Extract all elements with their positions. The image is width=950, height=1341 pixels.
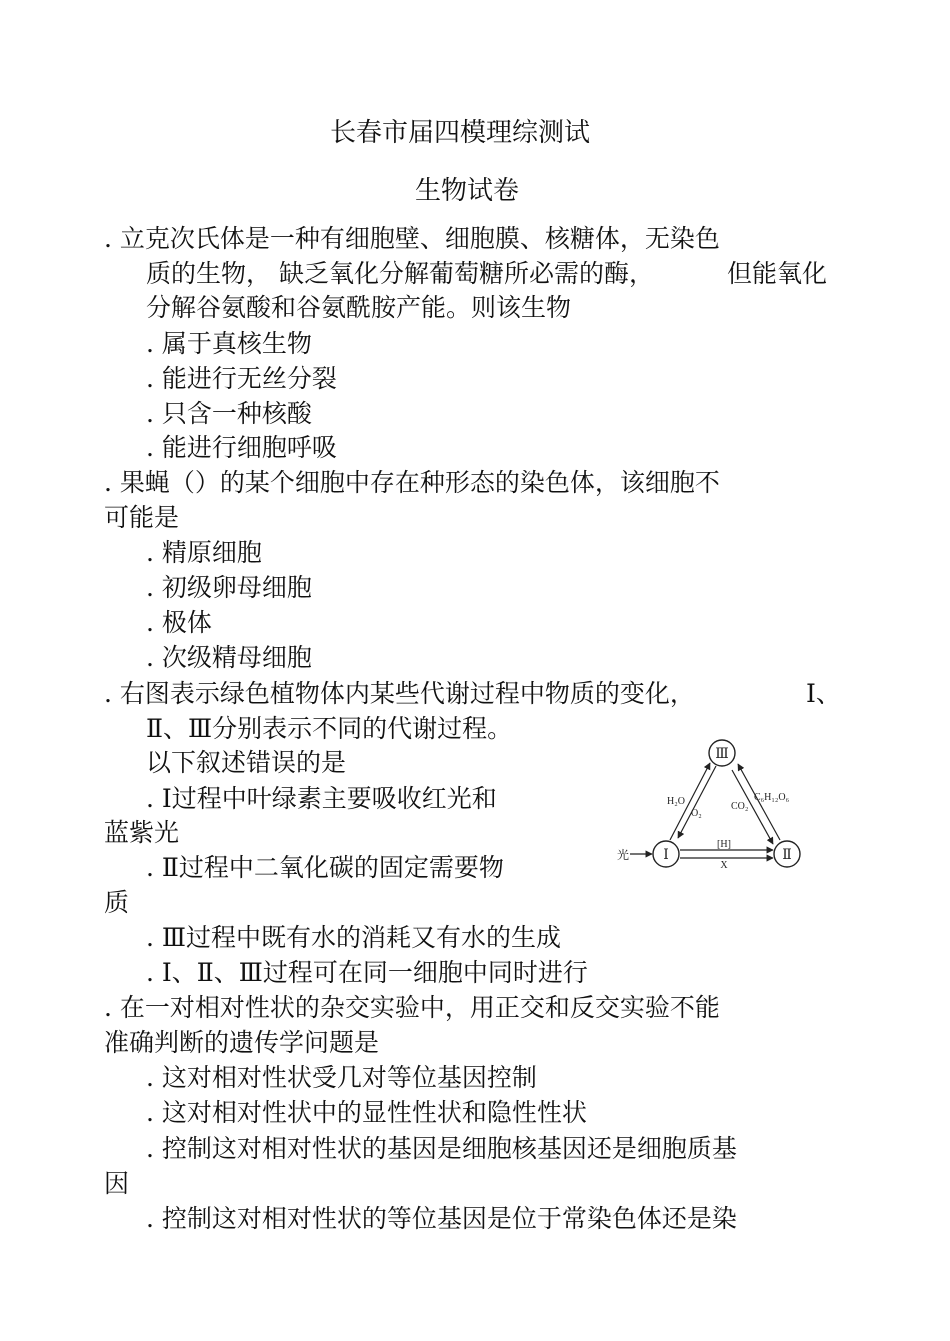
q3-stem-line2: Ⅱ、Ⅲ分别表示不同的代谢过程。	[146, 714, 513, 743]
light-label: 光	[617, 848, 630, 862]
metabolism-diagram	[608, 736, 808, 871]
q4-option-c-line2: 因	[104, 1169, 130, 1198]
q3-stem-line1a: . 右图表示绿色植物体内某些代谢过程中物质的变化，	[104, 679, 695, 708]
q4-stem-line1: . 在一对相对性状的杂交实验中，用正交和反交实验不能	[104, 993, 720, 1022]
q2-stem-line1: . 果蝇（）的某个细胞中存在种形态的染色体，该细胞不	[104, 468, 720, 497]
co2-label: CO₂	[731, 801, 749, 812]
q1-option-b: . 能进行无丝分裂	[146, 364, 337, 393]
h-label: [H]	[717, 839, 731, 850]
page-subtitle: 生物试卷	[415, 176, 520, 206]
q3-option-c: . Ⅲ过程中既有水的消耗又有水的生成	[146, 923, 562, 952]
o2-label: O₂	[691, 808, 702, 819]
q3-stem-line1b: Ⅰ、	[806, 679, 841, 708]
q3-option-b-line2: 质	[104, 888, 130, 917]
q1-option-c: . 只含一种核酸	[146, 399, 312, 428]
q4-option-b: . 这对相对性状中的显性性状和隐性性状	[146, 1098, 587, 1127]
q1-stem-line1: . 立克次氏体是一种有细胞壁、细胞膜、核糖体，无染色	[104, 224, 720, 253]
q1-option-d: . 能进行细胞呼吸	[146, 433, 337, 462]
q1-option-a: . 属于真核生物	[146, 329, 312, 358]
node-iii-label: Ⅲ	[715, 747, 729, 762]
q4-option-d-line1: . 控制这对相对性状的等位基因是位于常染色体还是染	[146, 1204, 737, 1233]
glucose-label: C₆H₁₂O₆	[754, 792, 790, 803]
q1-stem-line2b: 但能氧化	[727, 259, 828, 288]
q2-option-d: . 次级精母细胞	[146, 643, 312, 672]
q3-option-d: . Ⅰ、Ⅱ、Ⅲ过程可在同一细胞中同时进行	[146, 958, 588, 987]
q2-option-a: . 精原细胞	[146, 538, 262, 567]
x-label: X	[720, 860, 728, 871]
q1-stem-line2a: 质的生物， 缺乏氧化分解葡萄糖所必需的酶，	[146, 259, 654, 288]
q1-stem-line3: 分解谷氨酸和谷氨酰胺产能。则该生物	[146, 293, 572, 322]
q4-stem-line2: 准确判断的遗传学问题是	[104, 1028, 380, 1057]
q3-stem-line3: 以下叙述错误的是	[146, 748, 347, 777]
q3-option-a-line2: 蓝紫光	[104, 818, 180, 847]
q3-option-a-line1: . Ⅰ过程中叶绿素主要吸收红光和	[146, 784, 497, 813]
page-title: 长春市届四模理综测试	[330, 118, 591, 148]
q2-stem-line2: 可能是	[104, 503, 180, 532]
q4-option-a: . 这对相对性状受几对等位基因控制	[146, 1063, 537, 1092]
q4-option-c-line1: . 控制这对相对性状的基因是细胞核基因还是细胞质基	[146, 1134, 737, 1163]
node-i-label: Ⅰ	[663, 848, 669, 863]
q2-option-c: . 极体	[146, 608, 212, 637]
node-ii-label: Ⅱ	[782, 848, 792, 863]
q2-option-b: . 初级卵母细胞	[146, 573, 312, 602]
h2o-label: H₂O	[667, 796, 685, 807]
q3-option-b-line1: . Ⅱ过程中二氧化碳的固定需要物	[146, 853, 504, 882]
